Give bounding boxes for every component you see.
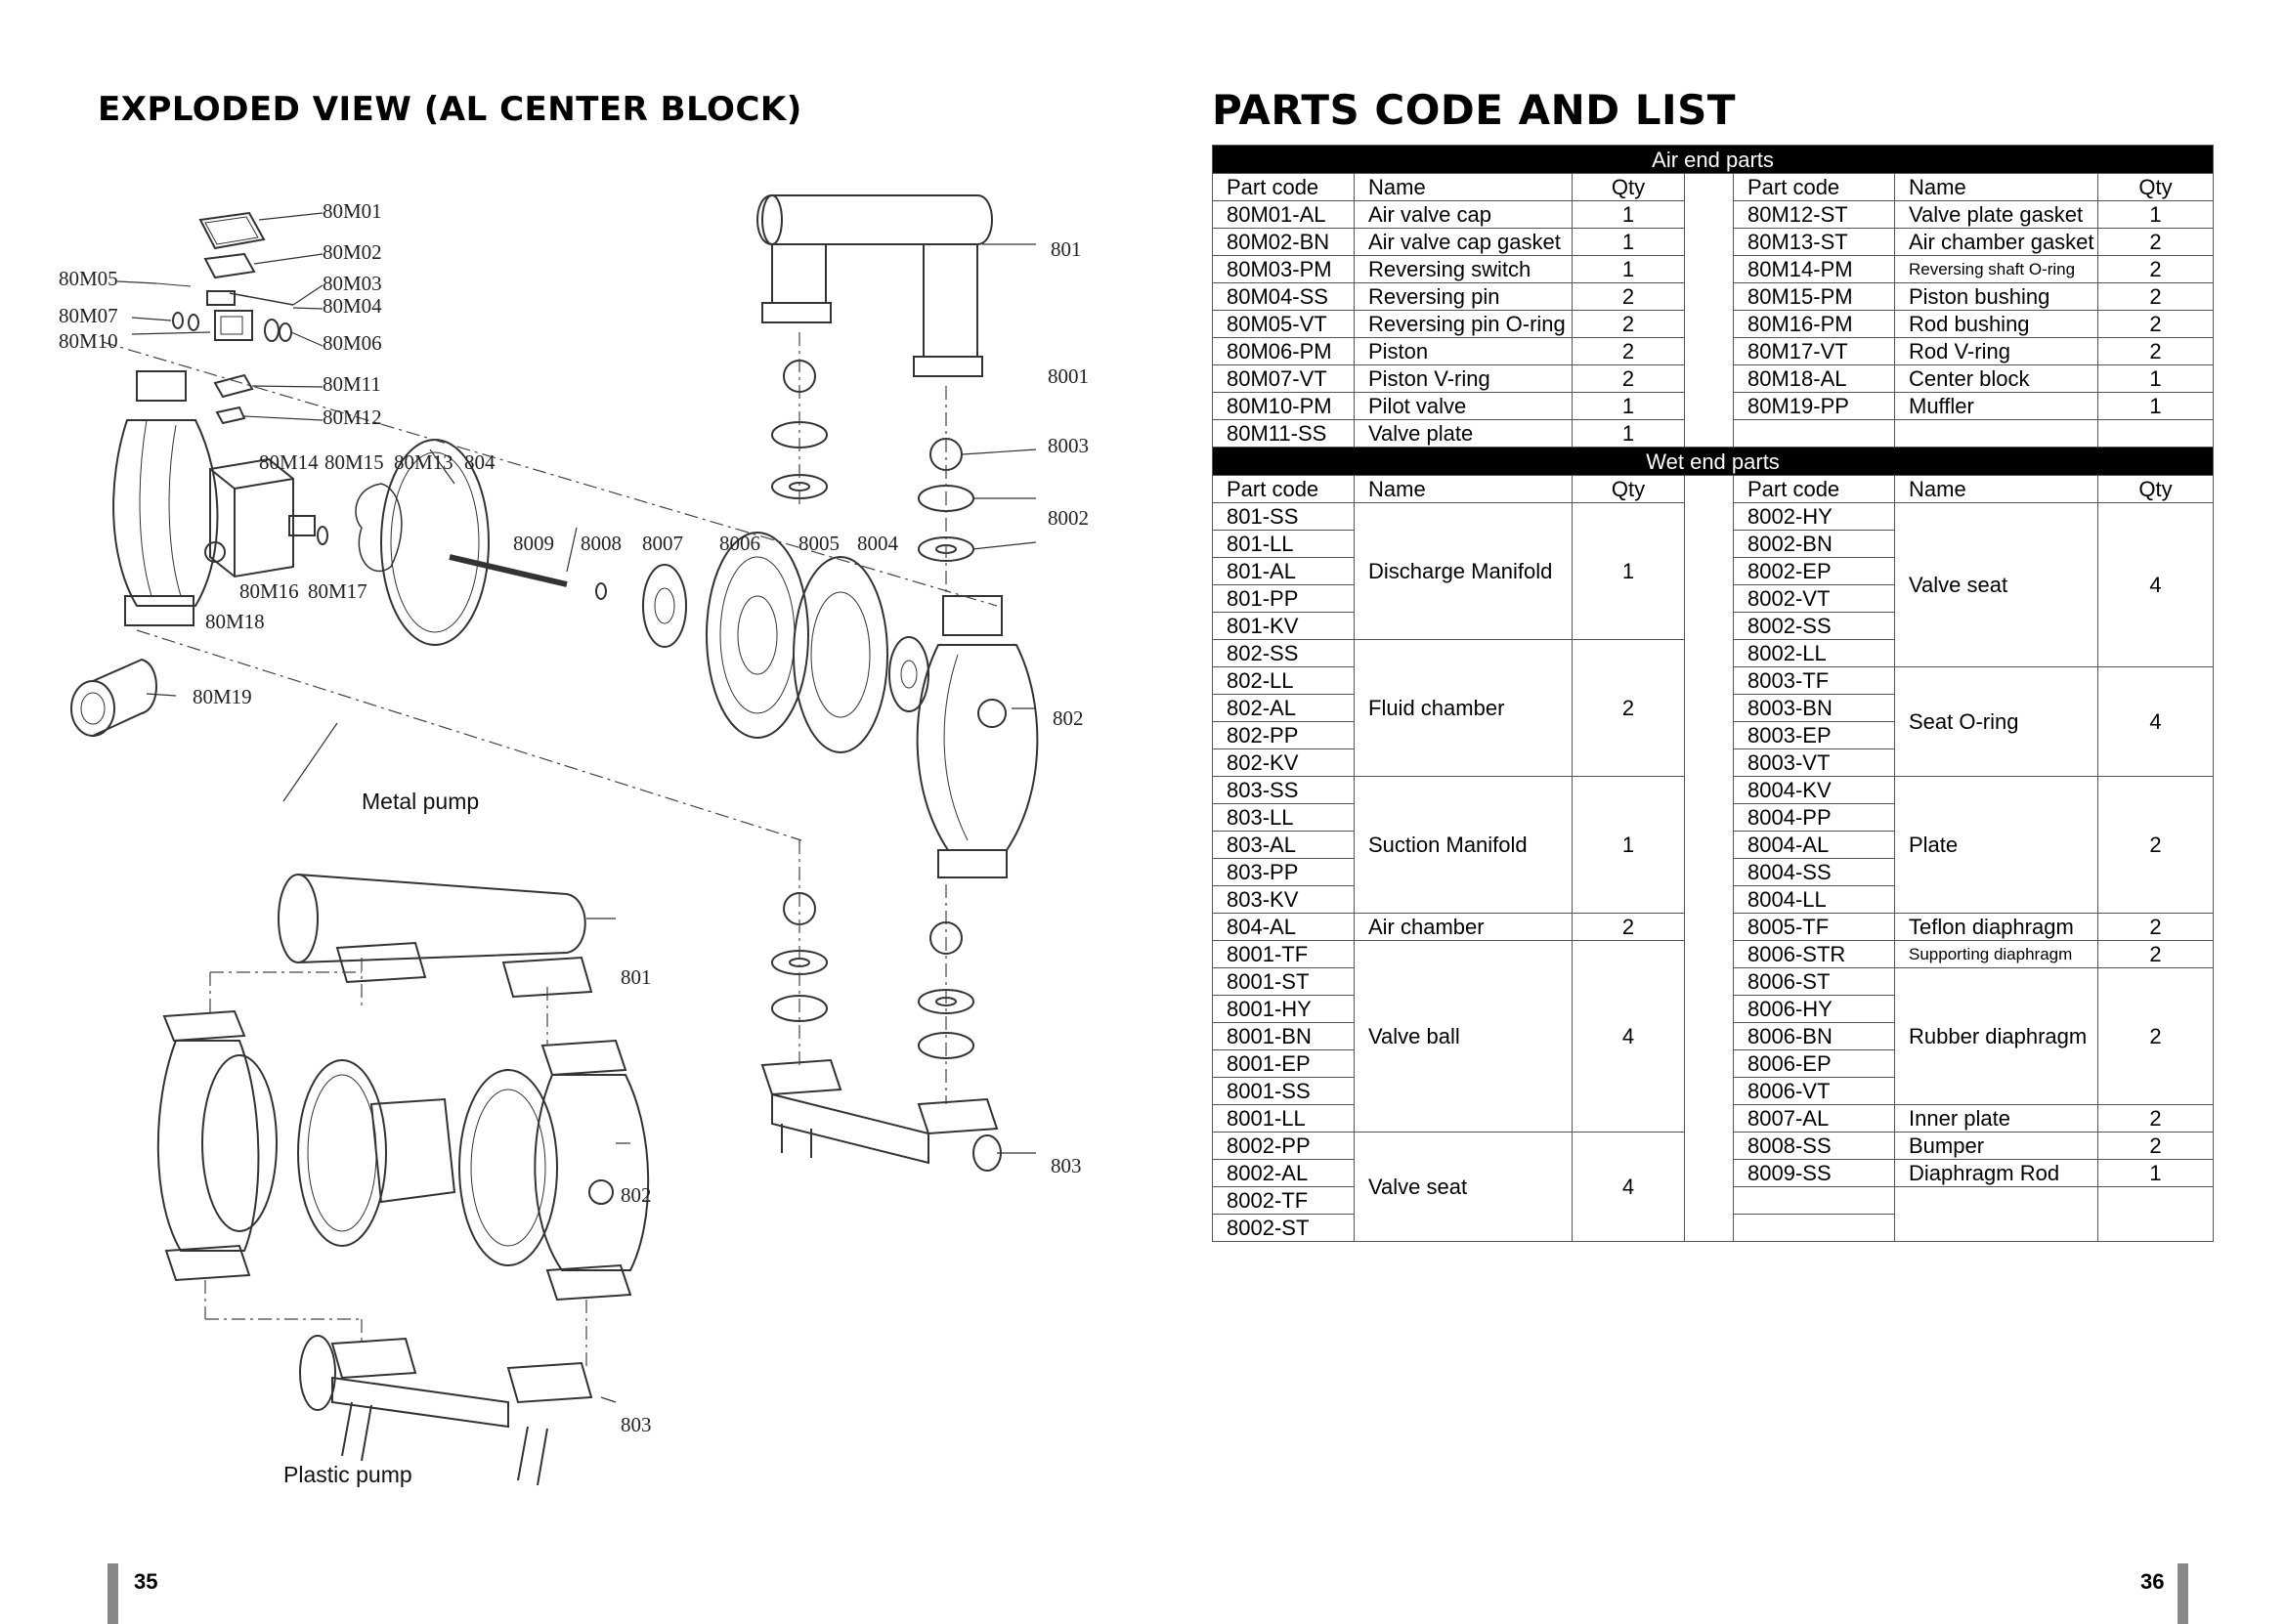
header-part-code: Part code <box>1734 174 1895 201</box>
callout-80m15: 80M15 <box>324 450 384 474</box>
part-code: 8004-LL <box>1734 886 1895 914</box>
part-code: 8008-SS <box>1734 1133 1895 1160</box>
part-code: 80M10-PM <box>1213 393 1355 420</box>
part-name: Center block <box>1895 365 2098 393</box>
part-name: Air chamber gasket <box>1895 229 2098 256</box>
parts-tables <box>1212 145 2213 1242</box>
callout-80m04: 80M04 <box>323 294 382 318</box>
callout-80m18: 80M18 <box>205 610 265 633</box>
discharge-manifold-metal-drawing <box>757 195 992 376</box>
callout-80m07: 80M07 <box>59 304 118 327</box>
part-code: 802-AL <box>1213 695 1355 722</box>
part-code: 8002-LL <box>1734 640 1895 667</box>
callout-80m02: 80M02 <box>323 240 382 264</box>
callout-80m12: 80M12 <box>323 406 382 429</box>
part-name: Bumper <box>1895 1133 2098 1160</box>
part-code: 80M14-PM <box>1734 256 1895 283</box>
part-qty: 2 <box>2098 338 2214 365</box>
page-number-bar-left <box>108 1563 118 1624</box>
part-code: 8002-SS <box>1734 613 1895 640</box>
part-name: Reversing switch <box>1355 256 1573 283</box>
part-qty: 2 <box>1573 283 1685 311</box>
part-qty: 1 <box>1573 420 1685 448</box>
part-code: 8004-KV <box>1734 777 1895 804</box>
callout-80m16: 80M16 <box>239 579 299 603</box>
header-name: Name <box>1355 174 1573 201</box>
part-code: 8006-HY <box>1734 996 1895 1023</box>
part-name: Piston V-ring <box>1355 365 1573 393</box>
part-code: 80M15-PM <box>1734 283 1895 311</box>
header-qty: Qty <box>1573 174 1685 201</box>
part-qty: 1 <box>2098 365 2214 393</box>
part-qty: 2 <box>2098 777 2214 914</box>
part-code: 801-PP <box>1213 585 1355 613</box>
part-code: 8004-PP <box>1734 804 1895 832</box>
page-number-bar-right <box>2178 1563 2188 1624</box>
header-qty: Qty <box>1573 476 1685 503</box>
callout-801: 801 <box>1051 237 1082 261</box>
callout-8008: 8008 <box>581 532 622 555</box>
page-number-right: 36 <box>2140 1569 2165 1594</box>
part-code: 803-LL <box>1213 804 1355 832</box>
air-header-row <box>1213 174 2214 201</box>
part-code: 801-SS <box>1213 503 1355 531</box>
part-name: Air chamber <box>1355 914 1573 941</box>
part-name: Muffler <box>1895 393 2098 420</box>
header-name: Name <box>1895 174 2098 201</box>
callout-80m13: 80M13 <box>394 450 453 474</box>
part-qty: 2 <box>1573 640 1685 777</box>
part-code: 8001-EP <box>1213 1050 1355 1078</box>
part-qty: 2 <box>1573 914 1685 941</box>
part-code: 8006-EP <box>1734 1050 1895 1078</box>
bumper-drawing <box>596 583 606 599</box>
part-qty: 4 <box>2098 667 2214 777</box>
part-code: 80M19-PP <box>1734 393 1895 420</box>
part-code: 8002-ST <box>1213 1215 1355 1242</box>
part-code <box>1734 1215 1895 1242</box>
part-code: 80M06-PM <box>1213 338 1355 365</box>
part-code: 802-KV <box>1213 749 1355 777</box>
part-code: 8004-AL <box>1734 832 1895 859</box>
table-gap-column <box>1685 174 1734 448</box>
part-name: Rubber diaphragm <box>1895 968 2098 1105</box>
callout-8001: 8001 <box>1048 364 1089 388</box>
part-code: 8002-HY <box>1734 503 1895 531</box>
muffler-drawing <box>71 660 156 736</box>
part-code: 80M05-VT <box>1213 311 1355 338</box>
part-code: 803-PP <box>1213 859 1355 886</box>
part-name: Valve plate <box>1355 420 1573 448</box>
inner-plate-drawing <box>643 565 686 647</box>
part-qty: 1 <box>1573 393 1685 420</box>
part-qty: 1 <box>1573 503 1685 640</box>
callout-801-plastic: 801 <box>621 965 652 989</box>
part-code: 8003-EP <box>1734 722 1895 749</box>
wet-header-row <box>1213 476 2214 503</box>
callout-8009: 8009 <box>513 532 554 555</box>
part-code: 803-KV <box>1213 886 1355 914</box>
callout-8005: 8005 <box>798 532 840 555</box>
part-code: 80M03-PM <box>1213 256 1355 283</box>
rubber-diaphragm-drawing <box>707 533 808 738</box>
callout-80m17: 80M17 <box>308 579 367 603</box>
part-qty: 2 <box>2098 229 2214 256</box>
part-name: Plate <box>1895 777 2098 914</box>
part-code: 8005-TF <box>1734 914 1895 941</box>
page-number-left: 35 <box>134 1569 158 1594</box>
part-name: Discharge Manifold <box>1355 503 1573 640</box>
part-name: Fluid chamber <box>1355 640 1573 777</box>
part-qty: 1 <box>2098 393 2214 420</box>
callout-803-plastic: 803 <box>621 1413 652 1436</box>
callout-802: 802 <box>1053 706 1084 730</box>
part-code: 802-LL <box>1213 667 1355 695</box>
part-code: 802-PP <box>1213 722 1355 749</box>
part-code: 8006-VT <box>1734 1078 1895 1105</box>
part-qty: 2 <box>2098 1133 2214 1160</box>
part-name <box>1895 420 2098 448</box>
plate-drawing <box>889 637 928 711</box>
part-name: Piston <box>1355 338 1573 365</box>
part-name: Teflon diaphragm <box>1895 914 2098 941</box>
callout-80m19: 80M19 <box>193 685 252 708</box>
header-part-code: Part code <box>1213 174 1355 201</box>
part-name: Suction Manifold <box>1355 777 1573 914</box>
part-code: 8001-SS <box>1213 1078 1355 1105</box>
callout-80m06: 80M06 <box>323 331 382 355</box>
callout-8002: 8002 <box>1048 506 1089 530</box>
part-name <box>1895 1187 2098 1242</box>
exploded-view-diagram <box>59 166 1134 1515</box>
part-name: Reversing pin O-ring <box>1355 311 1573 338</box>
part-code: 8007-AL <box>1734 1105 1895 1133</box>
part-code: 803-SS <box>1213 777 1355 804</box>
part-code: 8001-BN <box>1213 1023 1355 1050</box>
part-code: 80M07-VT <box>1213 365 1355 393</box>
part-qty: 2 <box>2098 1105 2214 1133</box>
header-name: Name <box>1355 476 1573 503</box>
part-qty: 2 <box>2098 941 2214 968</box>
part-code: 8006-STR <box>1734 941 1895 968</box>
part-code: 8006-BN <box>1734 1023 1895 1050</box>
part-name: Rod V-ring <box>1895 338 2098 365</box>
callout-802-plastic: 802 <box>621 1183 652 1207</box>
part-code: 8003-VT <box>1734 749 1895 777</box>
part-code: 8001-ST <box>1213 968 1355 996</box>
callout-803: 803 <box>1051 1154 1082 1177</box>
part-name: Air valve cap <box>1355 201 1573 229</box>
part-qty: 2 <box>2098 914 2214 941</box>
part-qty: 2 <box>1573 311 1685 338</box>
part-name: Seat O-ring <box>1895 667 2098 777</box>
part-qty: 1 <box>1573 256 1685 283</box>
part-code: 804-AL <box>1213 914 1355 941</box>
part-name: Rod bushing <box>1895 311 2098 338</box>
part-code: 801-AL <box>1213 558 1355 585</box>
part-code: 80M13-ST <box>1734 229 1895 256</box>
part-code: 80M12-ST <box>1734 201 1895 229</box>
part-code: 8002-TF <box>1213 1187 1355 1215</box>
part-code: 8002-EP <box>1734 558 1895 585</box>
air-end-parts-band: Air end parts <box>1213 146 2214 174</box>
part-name: Valve ball <box>1355 941 1573 1133</box>
part-qty: 1 <box>1573 201 1685 229</box>
header-part-code: Part code <box>1213 476 1355 503</box>
exploded-view-title: EXPLODED VIEW (AL CENTER BLOCK) <box>98 90 802 129</box>
part-qty: 2 <box>1573 365 1685 393</box>
part-qty: 2 <box>2098 311 2214 338</box>
part-qty <box>2098 420 2214 448</box>
diaphragm-rod-drawing <box>450 557 567 584</box>
part-code: 80M04-SS <box>1213 283 1355 311</box>
part-code: 8009-SS <box>1734 1160 1895 1187</box>
callout-80m01: 80M01 <box>323 199 382 223</box>
part-code: 8001-HY <box>1213 996 1355 1023</box>
part-code: 80M01-AL <box>1213 201 1355 229</box>
part-qty: 4 <box>1573 941 1685 1133</box>
part-name: Valve seat <box>1355 1133 1573 1242</box>
part-name: Piston bushing <box>1895 283 2098 311</box>
part-code: 8003-TF <box>1734 667 1895 695</box>
part-qty: 4 <box>2098 503 2214 667</box>
callout-80m11: 80M11 <box>323 372 381 396</box>
header-qty: Qty <box>2098 174 2214 201</box>
callout-80m14: 80M14 <box>259 450 319 474</box>
part-qty: 1 <box>1573 229 1685 256</box>
part-code: 802-SS <box>1213 640 1355 667</box>
part-code: 8001-TF <box>1213 941 1355 968</box>
part-code: 803-AL <box>1213 832 1355 859</box>
part-code: 80M16-PM <box>1734 311 1895 338</box>
callout-8007: 8007 <box>642 532 683 555</box>
part-name: Valve plate gasket <box>1895 201 2098 229</box>
part-code: 8003-BN <box>1734 695 1895 722</box>
callout-80m03: 80M03 <box>323 272 382 295</box>
callout-8004: 8004 <box>857 532 898 555</box>
suction-manifold-metal-drawing <box>762 1060 1001 1171</box>
part-code: 80M02-BN <box>1213 229 1355 256</box>
part-qty: 2 <box>2098 256 2214 283</box>
callout-80m10: 80M10 <box>59 329 118 353</box>
parts-list-title: PARTS CODE AND LIST <box>1212 86 1737 134</box>
part-qty: 1 <box>2098 201 2214 229</box>
part-name: Reversing pin <box>1355 283 1573 311</box>
right-fluid-chamber-drawing <box>918 596 1038 877</box>
callout-8006: 8006 <box>719 532 760 555</box>
part-code: 80M18-AL <box>1734 365 1895 393</box>
left-fluid-chamber-drawing <box>113 371 217 625</box>
part-code: 8002-VT <box>1734 585 1895 613</box>
part-name: Air valve cap gasket <box>1355 229 1573 256</box>
part-code: 8002-AL <box>1213 1160 1355 1187</box>
caption-plastic-pump: Plastic pump <box>283 1462 412 1487</box>
part-qty: 1 <box>2098 1160 2214 1187</box>
callout-80m05: 80M05 <box>59 267 118 290</box>
part-name: Diaphragm Rod <box>1895 1160 2098 1187</box>
header-qty: Qty <box>2098 476 2214 503</box>
part-qty <box>2098 1187 2214 1242</box>
table-gap-column <box>1685 476 1734 1242</box>
wet-end-parts-band: Wet end parts <box>1213 448 2214 476</box>
header-part-code: Part code <box>1734 476 1895 503</box>
part-name: Valve seat <box>1895 503 2098 667</box>
part-code <box>1734 420 1895 448</box>
plastic-pump-drawing <box>158 875 648 1485</box>
part-name: Reversing shaft O-ring <box>1895 256 2098 283</box>
part-qty: 2 <box>2098 968 2214 1105</box>
parts-table <box>1212 145 2214 1242</box>
part-qty: 4 <box>1573 1133 1685 1242</box>
air-chamber-gasket-drawing <box>356 484 402 571</box>
part-name: Inner plate <box>1895 1105 2098 1133</box>
caption-metal-pump: Metal pump <box>362 789 480 814</box>
part-name: Pilot valve <box>1355 393 1573 420</box>
part-qty: 1 <box>1573 777 1685 914</box>
part-code: 80M11-SS <box>1213 420 1355 448</box>
part-code: 8001-LL <box>1213 1105 1355 1133</box>
part-code: 801-LL <box>1213 531 1355 558</box>
part-code: 80M17-VT <box>1734 338 1895 365</box>
part-code: 8004-SS <box>1734 859 1895 886</box>
part-code <box>1734 1187 1895 1215</box>
part-qty: 2 <box>2098 283 2214 311</box>
part-code: 8002-BN <box>1734 531 1895 558</box>
callout-8003: 8003 <box>1048 434 1089 457</box>
part-code: 8002-PP <box>1213 1133 1355 1160</box>
part-qty: 2 <box>1573 338 1685 365</box>
part-code: 8006-ST <box>1734 968 1895 996</box>
center-block-drawing <box>205 459 327 577</box>
part-name: Supporting diaphragm <box>1895 941 2098 968</box>
header-name: Name <box>1895 476 2098 503</box>
callout-804: 804 <box>464 450 496 474</box>
part-code: 801-KV <box>1213 613 1355 640</box>
